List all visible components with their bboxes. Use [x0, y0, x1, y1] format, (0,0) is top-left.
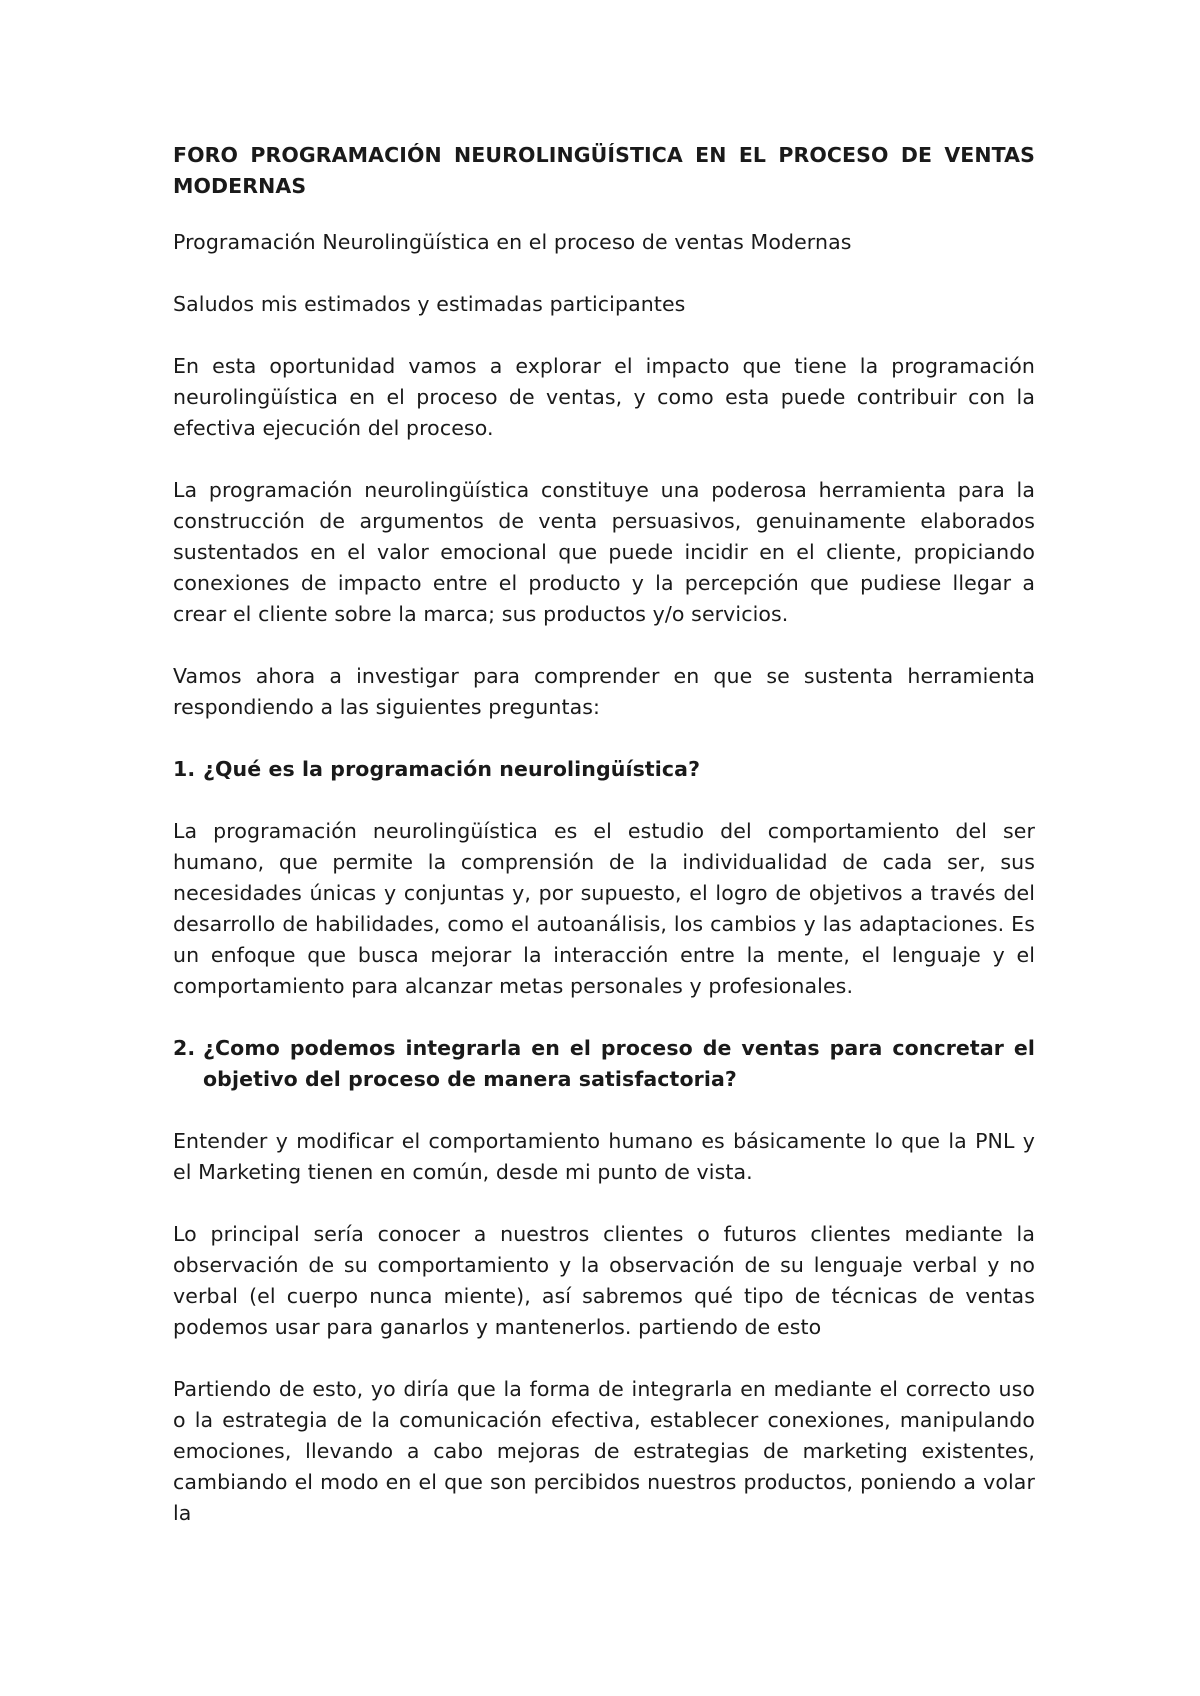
- answer-paragraph: Partiendo de esto, yo diría que la forma de integrarla en mediante el correcto uso o la estrategia de la comunicación efectiva, establecer conexiones, manipulando emociones, llevando a cabo mejoras de estrategias de marketing existentes, cambiando el modo en el que son percibidos nuestros productos, poniendo a volar la: [173, 1377, 1035, 1525]
- intro-paragraph: Vamos ahora a investigar para comprender en que se sustenta herramienta respondiendo a las siguientes preguntas:: [173, 664, 1035, 719]
- document-subtitle: Programación Neurolingüística en el proceso de ventas Modernas: [173, 230, 852, 254]
- question-text: ¿Como podemos integrarla en el proceso de ventas para concretar el objetivo del proceso de manera satisfactoria?: [203, 1036, 1035, 1091]
- question-heading: [173, 754, 1035, 785]
- question-number: 2.: [173, 1036, 196, 1060]
- document-page: [173, 140, 1035, 1529]
- question-text: ¿Qué es la programación neurolingüística?: [203, 757, 701, 781]
- intro-paragraph: La programación neurolingüística constituye una poderosa herramienta para la construcción de argumentos de venta persuasivos, genuinamente elaborados sustentados en el valor emocional que puede incidir en el cliente, propiciando conexiones de impacto entre el producto y la percepción que pudiese llegar a crear el cliente sobre la marca; sus productos y/o servicios.: [173, 478, 1035, 626]
- greeting: Saludos mis estimados y estimadas participantes: [173, 292, 686, 316]
- question-number: 1.: [173, 757, 196, 781]
- answer-paragraph: La programación neurolingüística es el estudio del comportamiento del ser humano, que permite la comprensión de la individualidad de cada ser, sus necesidades únicas y conjuntas y, por supuesto, el logro de objetivos a través del desarrollo de habilidades, como el autoanálisis, los cambios y las adaptaciones. Es un enfoque que busca mejorar la interacción entre la mente, el lenguaje y el comportamiento para alcanzar metas personales y profesionales.: [173, 819, 1035, 998]
- answer-paragraph: Entender y modificar el comportamiento humano es básicamente lo que la PNL y el Marketing tienen en común, desde mi punto de vista.: [173, 1129, 1035, 1184]
- question-heading: [173, 1033, 1035, 1095]
- document-title: FORO PROGRAMACIÓN NEUROLINGÜÍSTICA EN EL PROCESO DE VENTAS MODERNAS: [173, 143, 1035, 198]
- answer-paragraph: Lo principal sería conocer a nuestros clientes o futuros clientes mediante la observación de su comportamiento y la observación de su lenguaje verbal y no verbal (el cuerpo nunca miente), así sabremos qué tipo de técnicas de ventas podemos usar para ganarlos y mantenerlos. partiendo de esto: [173, 1222, 1035, 1339]
- intro-paragraph: En esta oportunidad vamos a explorar el impacto que tiene la programación neurolingüística en el proceso de ventas, y como esta puede contribuir con la efectiva ejecución del proceso.: [173, 354, 1035, 440]
